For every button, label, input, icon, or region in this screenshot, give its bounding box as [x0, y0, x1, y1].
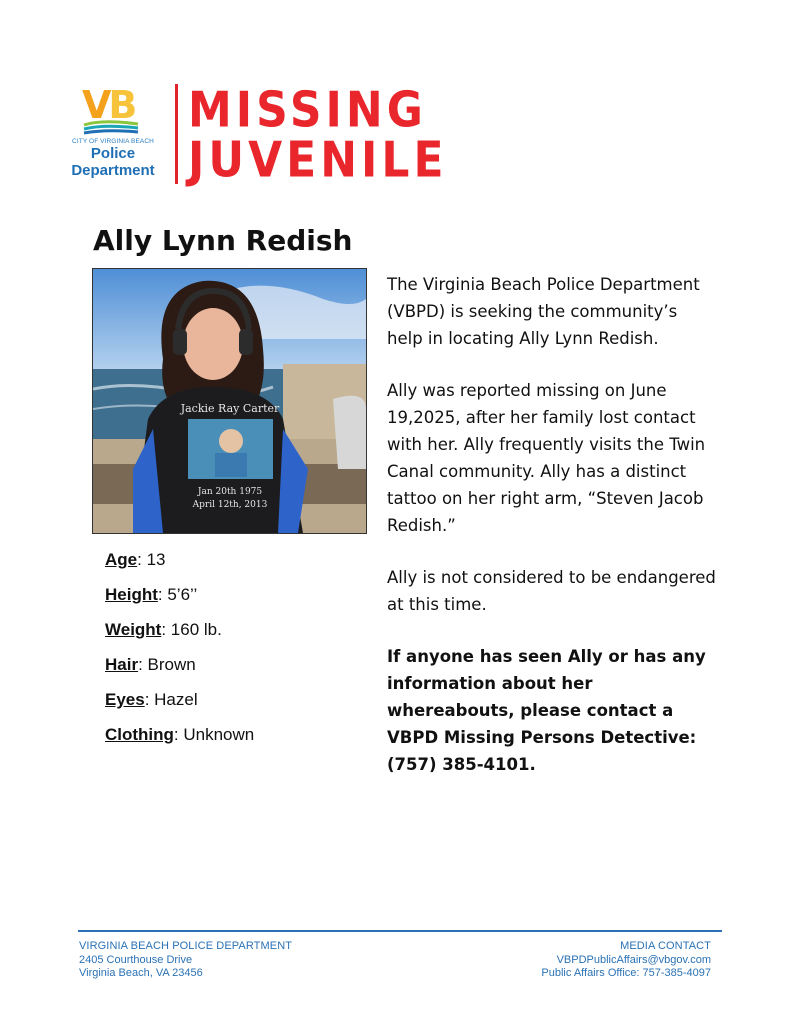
detail-height: Height: 5’6’’ [105, 585, 198, 604]
detail-weight: Weight: 160 lb. [105, 620, 222, 639]
headline-missing: MISSING [188, 81, 427, 139]
headline-juvenile: JUVENILE [188, 131, 448, 189]
footer-media-contact [411, 940, 711, 981]
waves-icon [82, 120, 140, 136]
footer-email-link[interactable]: VBPDPublicAffairs@vbgov.com [556, 953, 711, 966]
detail-hair: Hair: Brown [105, 655, 196, 674]
detail-eyes: Eyes: Hazel [105, 690, 198, 709]
logo-city-text: CITY OF VIRGINIA BEACH [72, 138, 154, 145]
footer-divider [78, 930, 722, 932]
footer-street: 2405 Courthouse Drive [79, 953, 193, 966]
vbpd-logo [58, 82, 170, 186]
narrative-contact-appeal: If anyone has seen Ally or has any information about her whereabouts, please contact a VBPD Missing Persons Detective: (757) 385-4101. [387, 647, 706, 774]
person-photo [92, 268, 367, 534]
photo-shirt-text-1: Jackie Ray Carter [180, 402, 280, 415]
vb-letters: VB [82, 83, 135, 127]
logo-department-text: Department [71, 162, 155, 179]
logo-police-text: Police [90, 145, 136, 162]
case-narrative [387, 271, 717, 803]
photo-shirt-text-3: April 12th, 2013 [192, 500, 268, 510]
detail-clothing: Clothing: Unknown [105, 725, 255, 744]
narrative-intro: The Virginia Beach Police Department (VBPD) is seeking the community’s help in locating Ally Lynn Redish. [387, 275, 700, 348]
footer-media-title: MEDIA CONTACT [620, 940, 711, 952]
person-name: Ally Lynn Redish [93, 224, 353, 257]
narrative-report: Ally was reported missing on June 19,2025, after her family lost contact with her. Ally frequently visits the Twin Canal community. Ally has a distinct tattoo on her right arm, “Steven Jacob Redish.” [387, 381, 706, 535]
footer-city: Virginia Beach, VA 23456 [79, 967, 203, 979]
narrative-status: Ally is not considered to be endangered at this time. [387, 568, 716, 614]
person-details [105, 548, 365, 758]
header-divider [175, 84, 178, 184]
photo-shirt-text-2: Jan 20th 1975 [197, 487, 263, 497]
footer-phone: Public Affairs Office: 757-385-4097 [541, 967, 711, 979]
footer-dept-name: VIRGINIA BEACH POLICE DEPARTMENT [79, 940, 293, 952]
detail-age: Age: 13 [105, 550, 166, 569]
footer-address [79, 940, 379, 981]
